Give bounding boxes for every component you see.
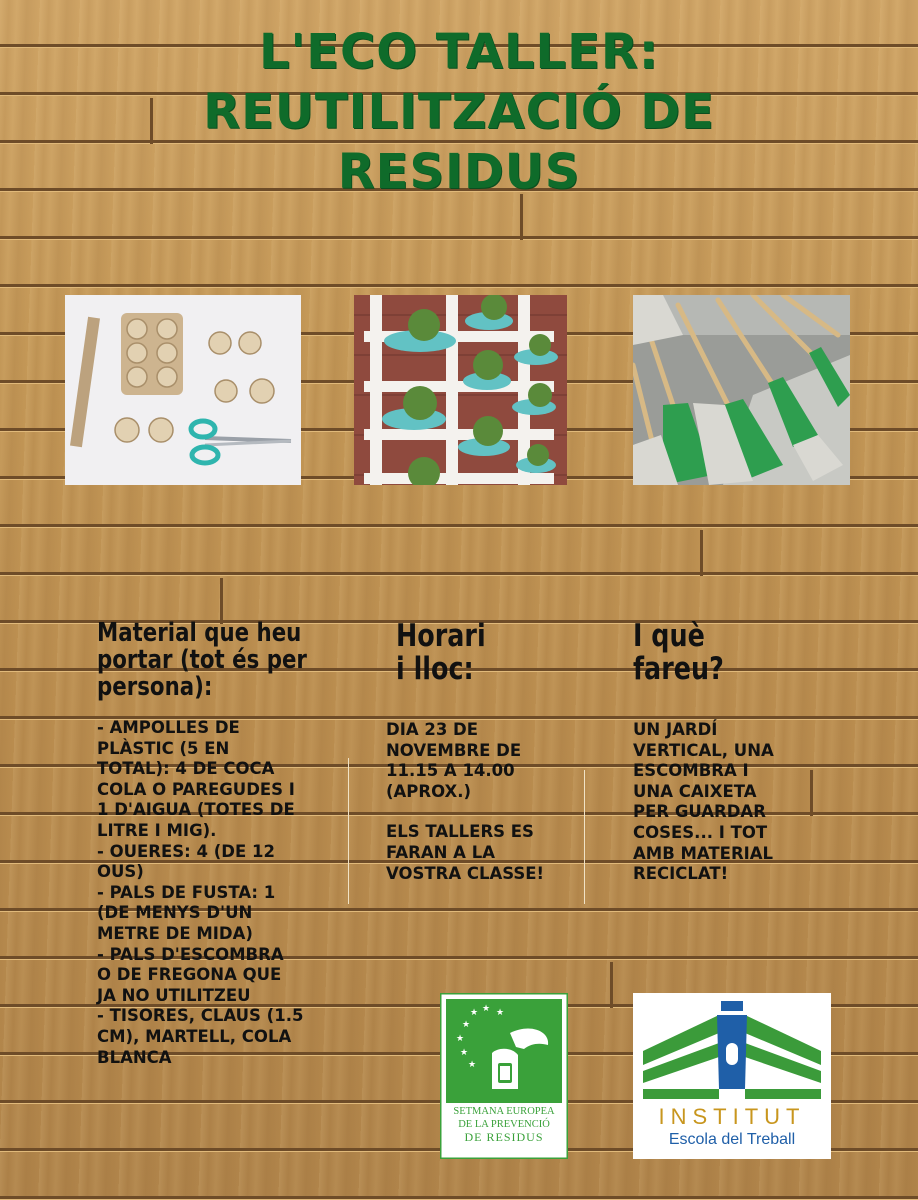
horari-line: ELS TALLERS ES bbox=[386, 822, 534, 842]
material-line: (DE MENYS D'UN bbox=[97, 903, 253, 923]
horari-line: VOSTRA CLASSE! bbox=[386, 863, 545, 883]
svg-text:★: ★ bbox=[482, 1004, 491, 1014]
board-seam bbox=[610, 962, 613, 1008]
fareu-line: RECICLAT! bbox=[633, 864, 729, 884]
egg-carton-crafts-photo bbox=[65, 295, 301, 485]
fareu-line: ESCOMBRA I bbox=[633, 761, 749, 781]
fareu-line: COSES... I TOT bbox=[633, 822, 768, 842]
material-heading bbox=[97, 620, 307, 701]
title-line-2: REUTILITZACIÓ DE bbox=[203, 84, 715, 140]
setmana-line-1: SETMANA EUROPEA bbox=[453, 1106, 555, 1117]
svg-text:★: ★ bbox=[470, 1008, 479, 1018]
material-line: JA NO UTILITZEU bbox=[97, 985, 251, 1005]
fareu-heading-line: I què bbox=[633, 618, 705, 654]
material-line: TOTAL): 4 DE COCA bbox=[97, 759, 275, 779]
spacer bbox=[386, 802, 544, 822]
setmana-line-2: DE LA PREVENCIÓ bbox=[458, 1119, 550, 1130]
fareu-line: VERTICAL, UNA bbox=[633, 740, 774, 760]
material-heading-line: Material que heu bbox=[97, 618, 302, 648]
fareu-line: UN JARDÍ bbox=[633, 720, 718, 739]
column-divider bbox=[348, 758, 349, 904]
vertical-bottle-garden-photo bbox=[354, 295, 567, 485]
material-line: BLANCA bbox=[97, 1047, 172, 1067]
horari-line: DIA 23 DE bbox=[386, 720, 479, 739]
material-heading-line: persona): bbox=[97, 672, 213, 702]
setmana-europea-caption bbox=[440, 1105, 568, 1144]
horari-line: (APROX.) bbox=[386, 781, 472, 801]
material-line: - PALS D'ESCOMBRA bbox=[97, 944, 284, 964]
horari-heading-line: Horari bbox=[396, 618, 486, 654]
horari-heading bbox=[396, 620, 486, 686]
svg-text:★: ★ bbox=[468, 1060, 477, 1070]
fareu-line: UNA CAIXETA bbox=[633, 781, 757, 801]
horari-details bbox=[386, 720, 544, 884]
horari-line: NOVEMBRE DE bbox=[386, 740, 522, 760]
board-seam bbox=[810, 770, 813, 816]
column-divider bbox=[584, 770, 585, 904]
recycled-brooms-photo bbox=[633, 295, 850, 485]
horari-heading-line: i lloc: bbox=[396, 651, 474, 687]
material-line: LITRE I MIG). bbox=[97, 820, 217, 840]
svg-text:★: ★ bbox=[456, 1034, 465, 1044]
setmana-europea-logo bbox=[440, 993, 568, 1159]
svg-text:★: ★ bbox=[496, 1008, 505, 1018]
institut-escola-del-treball-logo bbox=[633, 993, 831, 1159]
material-list bbox=[97, 718, 303, 1068]
fareu-line: PER GUARDAR bbox=[633, 802, 766, 822]
fareu-heading-line: fareu? bbox=[633, 651, 724, 687]
material-line: - TISORES, CLAUS (1.5 bbox=[97, 1006, 304, 1026]
fareu-details bbox=[633, 720, 774, 885]
fareu-heading bbox=[633, 620, 724, 686]
fareu-line: AMB MATERIAL bbox=[633, 843, 774, 863]
material-line: - PALS DE FUSTA: 1 bbox=[97, 882, 276, 902]
material-heading-line: portar (tot és per bbox=[97, 645, 307, 675]
material-line: - OUERES: 4 (DE 12 bbox=[97, 841, 275, 861]
material-line: CM), MARTELL, COLA bbox=[97, 1026, 292, 1046]
title-line-3: RESIDUS bbox=[337, 144, 581, 200]
institut-name: INSTITUT bbox=[658, 1104, 806, 1129]
material-line: METRE DE MIDA) bbox=[97, 923, 253, 943]
horari-line: 11.15 A 14.00 bbox=[386, 761, 515, 781]
material-line: PLÀSTIC (5 EN bbox=[97, 738, 230, 758]
svg-text:★: ★ bbox=[462, 1020, 471, 1030]
material-line: COLA O PAREGUDES I bbox=[97, 779, 295, 799]
institut-subtitle: Escola del Treball bbox=[668, 1131, 796, 1148]
material-line: O DE FREGONA QUE bbox=[97, 965, 282, 985]
poster-title bbox=[0, 22, 918, 202]
setmana-line-3: DE RESIDUS bbox=[464, 1130, 544, 1144]
material-line: OUS) bbox=[97, 862, 144, 882]
horari-line: FARAN A LA bbox=[386, 842, 495, 862]
material-line: 1 D'AIGUA (TOTES DE bbox=[97, 800, 295, 820]
title-line-1: L'ECO TALLER: bbox=[258, 24, 660, 80]
board-seam bbox=[700, 530, 703, 576]
svg-text:★: ★ bbox=[460, 1048, 469, 1058]
material-line: - AMPOLLES DE bbox=[97, 718, 240, 737]
